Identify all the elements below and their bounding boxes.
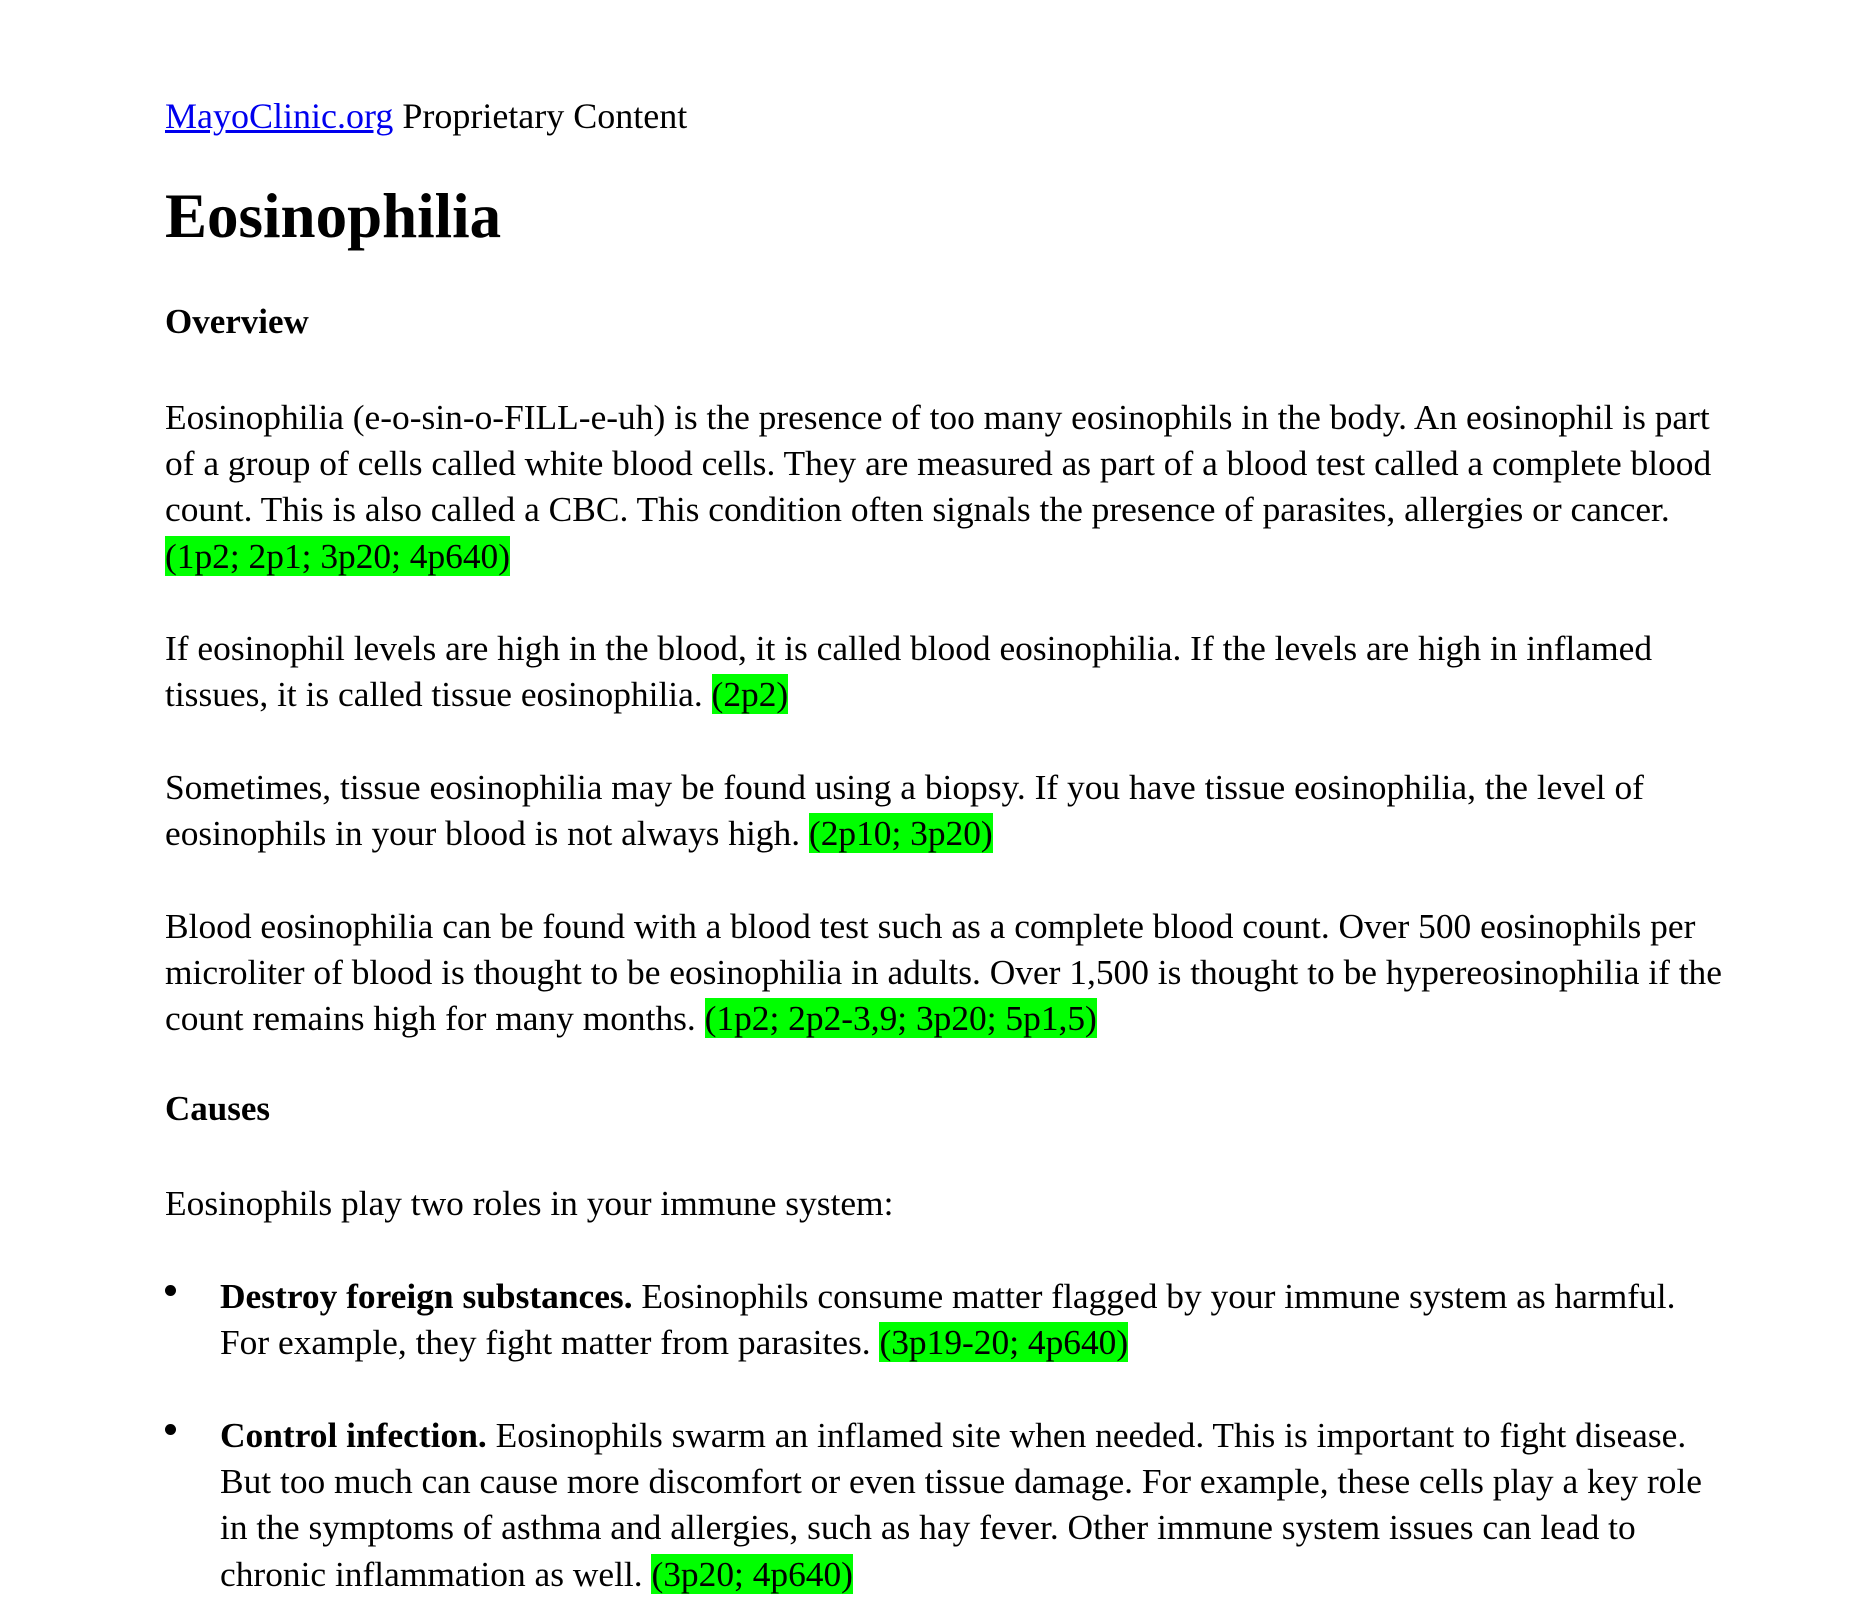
- overview-paragraph-4: [165, 903, 1725, 1042]
- causes-heading: Causes: [165, 1089, 271, 1128]
- bullet-icon: [165, 1424, 176, 1435]
- citation-highlight: (3p19-20; 4p640): [879, 1322, 1129, 1363]
- list-item-text: [220, 1412, 1725, 1597]
- citation-highlight: (1p2; 2p1; 3p20; 4p640): [165, 535, 511, 576]
- list-item-bold: Control infection.: [220, 1415, 487, 1455]
- overview-paragraph-1: [165, 394, 1725, 579]
- list-item-body: Eosinophils consume matter flagged by your immune system as harmful. For example, they fight matter from parasites.: [220, 1276, 1676, 1363]
- bullet-icon: [165, 1285, 176, 1296]
- citation-highlight: (1p2; 2p2-3,9; 3p20; 5p1,5): [704, 998, 1097, 1039]
- paragraph-text: Blood eosinophilia can be found with a blood test such as a complete blood count. Over 500 eosinophils per microliter of blood is thought to be eosinophilia in adults. Over 1,500 is thought to be hypereosinophilia if the count remains high for many months.: [165, 906, 1722, 1039]
- overview-heading: Overview: [165, 302, 309, 341]
- mayoclinic-link[interactable]: MayoClinic.org: [165, 96, 394, 136]
- citation-highlight: (3p20; 4p640): [651, 1553, 853, 1594]
- list-item-text: [220, 1273, 1725, 1365]
- list-item-body: Eosinophils swarm an inflamed site when needed. This is important to fight disease. But too much can cause more discomfort or even tissue damage. For example, these cells play a key role in the symptoms of asthma and allergies, such as hay fever. Other immune system issues can lead to chronic inflammation as well.: [220, 1415, 1703, 1594]
- citation-highlight: (2p10; 3p20): [808, 813, 993, 854]
- paragraph-text: Sometimes, tissue eosinophilia may be found using a biopsy. If you have tissue eosinophilia, the level of eosinophils in your blood is not always high.: [165, 767, 1644, 854]
- header-line: [165, 96, 687, 136]
- citation-highlight: (2p2): [711, 674, 789, 715]
- list-item-bold: Destroy foreign substances.: [220, 1276, 633, 1316]
- paragraph-text: Eosinophilia (e-o-sin-o-FILL-e-uh) is the presence of too many eosinophils in the body. An eosinophil is part of a group of cells called white blood cells. They are measured as part of a blood test called a complete blood count. This is also called a CBC. This condition often signals the presence of parasites, allergies or cancer.: [165, 397, 1712, 530]
- overview-paragraph-2: [165, 625, 1725, 717]
- header-suffix: Proprietary Content: [393, 96, 688, 136]
- page-title: Eosinophilia: [165, 181, 502, 251]
- paragraph-text: If eosinophil levels are high in the blood, it is called blood eosinophilia. If the levels are high in inflamed tissues, it is called tissue eosinophilia.: [165, 628, 1653, 715]
- causes-intro: Eosinophils play two roles in your immune system:: [165, 1183, 894, 1223]
- overview-paragraph-3: [165, 764, 1725, 856]
